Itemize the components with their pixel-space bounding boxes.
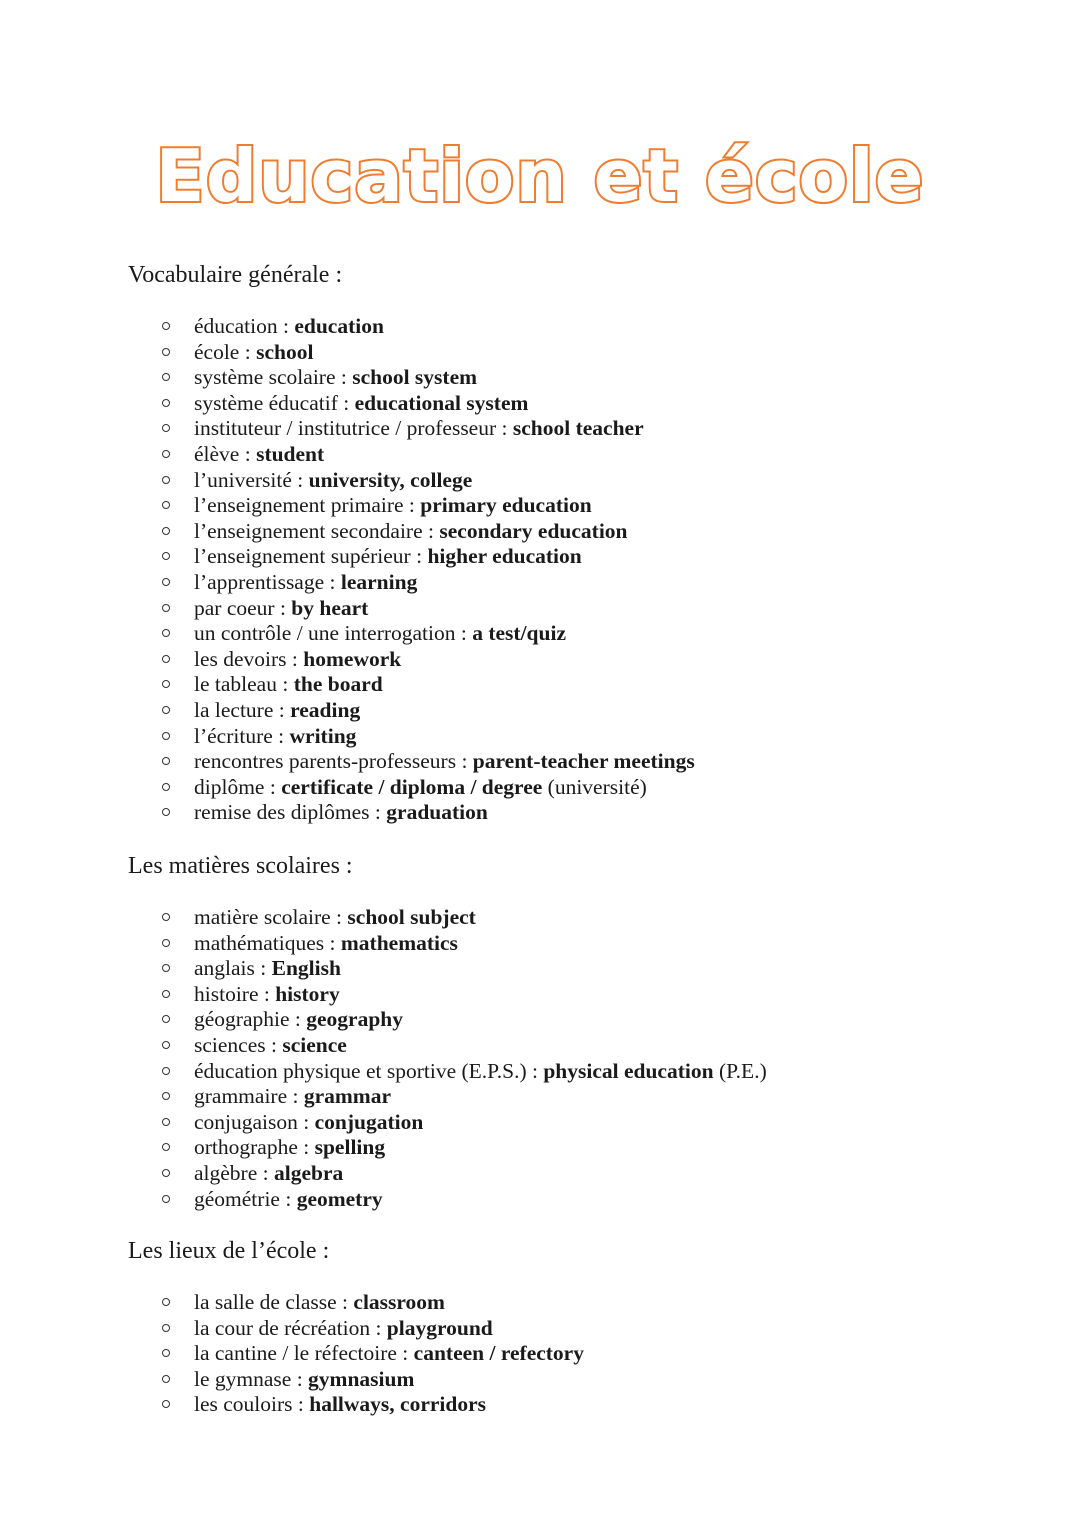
circle-bullet-icon: [162, 1349, 170, 1357]
english-translation: education: [294, 314, 384, 338]
vocab-list-item: [128, 931, 1028, 957]
english-translation: spelling: [314, 1135, 386, 1160]
french-term: les couloirs :: [194, 1392, 310, 1417]
english-translation: school: [256, 339, 314, 364]
english-translation: mathematics: [340, 930, 458, 955]
french-term: les devoirs :: [194, 646, 304, 671]
french-term: école :: [194, 339, 257, 364]
french-term: l’enseignement supérieur :: [194, 544, 428, 569]
vocab-list-item: [128, 314, 1028, 340]
english-translation: geometry: [296, 1186, 383, 1211]
vocab-list-item: [128, 1033, 1028, 1059]
french-term: le tableau :: [194, 672, 294, 697]
vocab-list: [128, 314, 1028, 826]
vocab-list-item: [128, 956, 1028, 982]
vocab-list: [128, 905, 1028, 1212]
english-translation: physical education: [543, 1058, 714, 1083]
french-term: remise des diplômes :: [194, 800, 387, 825]
french-term: la salle de classe :: [194, 1290, 354, 1314]
circle-bullet-icon: [162, 450, 170, 458]
circle-bullet-icon: [162, 552, 170, 560]
section-general-vocabulary: [128, 262, 1028, 826]
english-translation: higher education: [427, 544, 582, 569]
circle-bullet-icon: [162, 629, 170, 637]
circle-bullet-icon: [162, 501, 170, 509]
vocab-list-item: [128, 698, 1028, 724]
circle-bullet-icon: [162, 655, 170, 663]
french-term: orthographe :: [194, 1135, 315, 1160]
circle-bullet-icon: [162, 476, 170, 484]
circle-bullet-icon: [162, 1298, 170, 1306]
vocab-list-item: [128, 468, 1028, 494]
vocab-list-item: [128, 391, 1028, 417]
vocab-list-item: [128, 1084, 1028, 1110]
english-translation: algebra: [274, 1160, 344, 1185]
circle-bullet-icon: [162, 783, 170, 791]
section-heading: Vocabulaire générale :: [128, 262, 343, 288]
circle-bullet-icon: [162, 1375, 170, 1383]
english-translation: student: [256, 441, 325, 466]
french-term: élève :: [194, 441, 257, 466]
english-translation: university, college: [308, 467, 473, 492]
vocab-list-item: [128, 340, 1028, 366]
vocab-list-item: [128, 416, 1028, 442]
translation-note: (P.E.): [713, 1058, 767, 1083]
vocab-list-item: [128, 621, 1028, 647]
circle-bullet-icon: [162, 527, 170, 535]
french-term: éducation :: [194, 314, 295, 338]
vocab-list-item: [128, 775, 1028, 801]
vocab-list-item: [128, 1367, 1028, 1393]
vocab-list-item: [128, 570, 1028, 596]
french-term: l’écriture :: [194, 723, 290, 748]
vocab-list-item: [128, 1059, 1028, 1085]
english-translation: playground: [386, 1315, 493, 1340]
vocab-list-item: [128, 724, 1028, 750]
english-translation: primary education: [420, 493, 592, 518]
circle-bullet-icon: [162, 680, 170, 688]
french-term: l’enseignement secondaire :: [194, 518, 440, 543]
circle-bullet-icon: [162, 1143, 170, 1151]
vocab-list-item: [128, 1110, 1028, 1136]
vocab-list: [128, 1290, 1028, 1418]
circle-bullet-icon: [162, 1400, 170, 1408]
english-translation: conjugation: [314, 1109, 424, 1134]
circle-bullet-icon: [162, 322, 170, 330]
vocab-list-item: [128, 647, 1028, 673]
section-heading: Les matières scolaires :: [128, 853, 353, 879]
vocab-list-item: [128, 493, 1028, 519]
french-term: diplôme :: [194, 774, 282, 799]
english-translation: English: [271, 956, 341, 981]
english-translation: certificate / diploma / degree: [281, 774, 543, 799]
english-translation: classroom: [353, 1290, 445, 1314]
english-translation: hallways, corridors: [309, 1392, 487, 1417]
vocab-list-item: [128, 1290, 1028, 1316]
circle-bullet-icon: [162, 604, 170, 612]
english-translation: canteen / refectory: [413, 1341, 584, 1366]
english-translation: secondary education: [439, 518, 628, 543]
circle-bullet-icon: [162, 757, 170, 765]
vocab-list-item: [128, 1392, 1028, 1418]
vocab-list-item: [128, 544, 1028, 570]
section-school-subjects: [128, 853, 1028, 1212]
circle-bullet-icon: [162, 399, 170, 407]
circle-bullet-icon: [162, 1324, 170, 1332]
vocab-list-item: [128, 596, 1028, 622]
vocab-list-item: [128, 1161, 1028, 1187]
circle-bullet-icon: [162, 578, 170, 586]
french-term: grammaire :: [194, 1084, 304, 1109]
french-term: système scolaire :: [194, 365, 353, 390]
french-term: conjugaison :: [194, 1109, 315, 1134]
circle-bullet-icon: [162, 1041, 170, 1049]
vocab-list-item: [128, 1135, 1028, 1161]
vocab-list-item: [128, 800, 1028, 826]
vocab-list-item: [128, 519, 1028, 545]
circle-bullet-icon: [162, 732, 170, 740]
english-translation: writing: [289, 723, 357, 748]
circle-bullet-icon: [162, 424, 170, 432]
french-term: anglais :: [194, 956, 272, 981]
vocab-list-item: [128, 1187, 1028, 1213]
english-translation: the board: [293, 672, 383, 697]
french-term: la cour de récréation :: [194, 1315, 387, 1340]
vocab-list-item: [128, 365, 1028, 391]
english-translation: homework: [303, 646, 402, 671]
french-term: l’université :: [194, 467, 309, 492]
french-term: le gymnase :: [194, 1366, 309, 1391]
vocab-list-item: [128, 905, 1028, 931]
english-translation: educational system: [354, 390, 529, 415]
english-translation: by heart: [291, 595, 369, 620]
circle-bullet-icon: [162, 939, 170, 947]
circle-bullet-icon: [162, 1067, 170, 1075]
vocab-list-item: [128, 1316, 1028, 1342]
english-translation: school system: [352, 365, 478, 390]
circle-bullet-icon: [162, 1169, 170, 1177]
section-school-places: [128, 1238, 1028, 1418]
french-term: géométrie :: [194, 1186, 297, 1211]
english-translation: parent-teacher meetings: [472, 749, 695, 774]
circle-bullet-icon: [162, 1118, 170, 1126]
circle-bullet-icon: [162, 808, 170, 816]
french-term: un contrôle / une interrogation :: [194, 621, 473, 646]
english-translation: learning: [340, 569, 418, 594]
french-term: la lecture :: [194, 697, 291, 722]
circle-bullet-icon: [162, 990, 170, 998]
french-term: l’apprentissage :: [194, 569, 341, 594]
circle-bullet-icon: [162, 348, 170, 356]
english-translation: geography: [306, 1007, 403, 1032]
french-term: géographie :: [194, 1007, 307, 1032]
french-term: sciences :: [194, 1032, 283, 1057]
vocab-list-item: [128, 1341, 1028, 1367]
circle-bullet-icon: [162, 913, 170, 921]
vocab-list-item: [128, 442, 1028, 468]
french-term: système éducatif :: [194, 390, 355, 415]
english-translation: history: [275, 981, 340, 1006]
vocab-list-item: [128, 672, 1028, 698]
french-term: la cantine / le réfectoire :: [194, 1341, 414, 1366]
french-term: rencontres parents-professeurs :: [194, 749, 473, 774]
french-term: instituteur / institutrice / professeur :: [194, 416, 513, 441]
vocab-list-item: [128, 1007, 1028, 1033]
circle-bullet-icon: [162, 1195, 170, 1203]
page-title: Education et école: [155, 134, 925, 218]
french-term: éducation physique et sportive (E.P.S.) :: [194, 1058, 544, 1083]
vocab-list-item: [128, 749, 1028, 775]
english-translation: school teacher: [512, 416, 644, 441]
circle-bullet-icon: [162, 1015, 170, 1023]
french-term: par coeur :: [194, 595, 292, 620]
circle-bullet-icon: [162, 1092, 170, 1100]
english-translation: science: [282, 1032, 347, 1057]
circle-bullet-icon: [162, 373, 170, 381]
english-translation: a test/quiz: [472, 621, 566, 646]
translation-note: (université): [542, 774, 647, 799]
english-translation: school subject: [347, 905, 476, 929]
section-heading: Les lieux de l’école :: [128, 1238, 330, 1264]
english-translation: graduation: [386, 800, 488, 825]
vocab-list-item: [128, 982, 1028, 1008]
french-term: matière scolaire :: [194, 905, 348, 929]
french-term: l’enseignement primaire :: [194, 493, 421, 518]
english-translation: gymnasium: [308, 1366, 415, 1391]
circle-bullet-icon: [162, 706, 170, 714]
french-term: mathématiques :: [194, 930, 341, 955]
circle-bullet-icon: [162, 964, 170, 972]
french-term: histoire :: [194, 981, 276, 1006]
english-translation: reading: [290, 697, 361, 722]
french-term: algèbre :: [194, 1160, 274, 1185]
english-translation: grammar: [303, 1084, 391, 1109]
